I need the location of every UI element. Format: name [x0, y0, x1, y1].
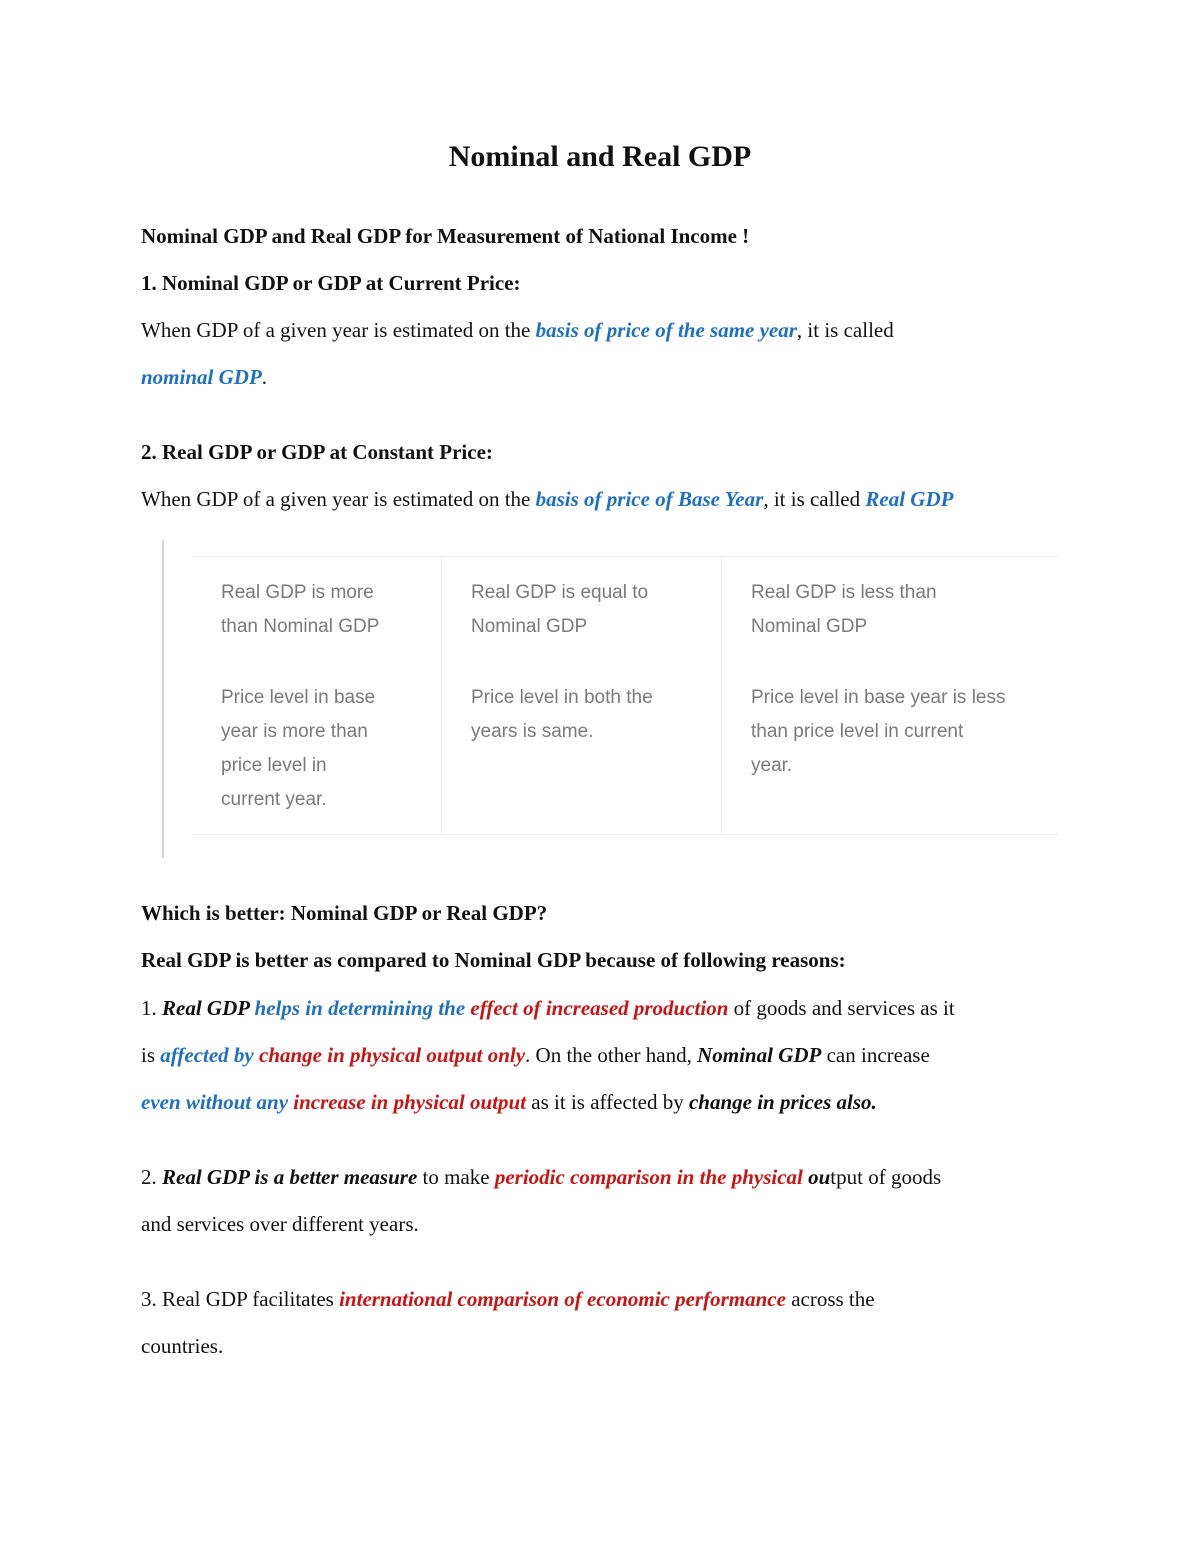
emphasis: basis of price of Base Year	[535, 487, 764, 511]
table-column	[441, 557, 722, 834]
blockquote-bar	[162, 540, 164, 858]
document-subtitle: Nominal GDP and Real GDP for Measurement of National Income !	[141, 224, 750, 248]
reason-3: 3. Real GDP facilitates international comparison of economic performance across the countries.	[141, 1287, 875, 1358]
text: , it is called	[763, 487, 866, 511]
section2-heading: 2. Real GDP or GDP at Constant Price:	[141, 440, 493, 464]
table-cell-detail: Price level in base year is less than price level in current year.	[751, 687, 1006, 776]
section1-heading: 1. Nominal GDP or GDP at Current Price:	[141, 271, 521, 295]
text: When GDP of a given year is estimated on the	[141, 487, 536, 511]
page-title: Nominal and Real GDP	[448, 140, 752, 173]
table-column	[721, 557, 1059, 834]
reason-2: 2. Real GDP is a better measure to make periodic comparison in the physical output of goods and services over different years.	[141, 1165, 942, 1236]
table-cell-detail: Price level in both the years is same.	[471, 687, 653, 742]
table-cell-case: Real GDP is more than Nominal GDP	[221, 582, 380, 637]
comparison-table	[192, 556, 1058, 835]
text: When GDP of a given year is estimated on the	[141, 318, 536, 342]
table-cell-case: Real GDP is less than Nominal GDP	[751, 582, 937, 637]
better-intro: Real GDP is better as compared to Nominal GDP because of following reasons:	[141, 948, 846, 972]
text: , it is called	[796, 318, 894, 342]
table-cell-detail: Price level in base year is more than price level in current year.	[221, 687, 376, 810]
reason-1: 1. Real GDP helps in determining the effect of increased production of goods and services as it is affected by change in physical output only. On the other hand, Nominal GDP can increase even without any increase in physical output as it is affected by change in prices also.	[141, 996, 955, 1114]
better-question: Which is better: Nominal GDP or Real GDP?	[141, 901, 548, 925]
section2-paragraph	[141, 476, 1071, 523]
text: .	[261, 365, 268, 389]
emphasis: nominal GDP	[141, 365, 262, 389]
emphasis: Real GDP	[865, 487, 954, 511]
table-column	[192, 557, 441, 834]
section1-paragraph	[141, 307, 1071, 401]
table-cell-case: Real GDP is equal to Nominal GDP	[471, 582, 649, 637]
emphasis: basis of price of the same year	[535, 318, 797, 342]
